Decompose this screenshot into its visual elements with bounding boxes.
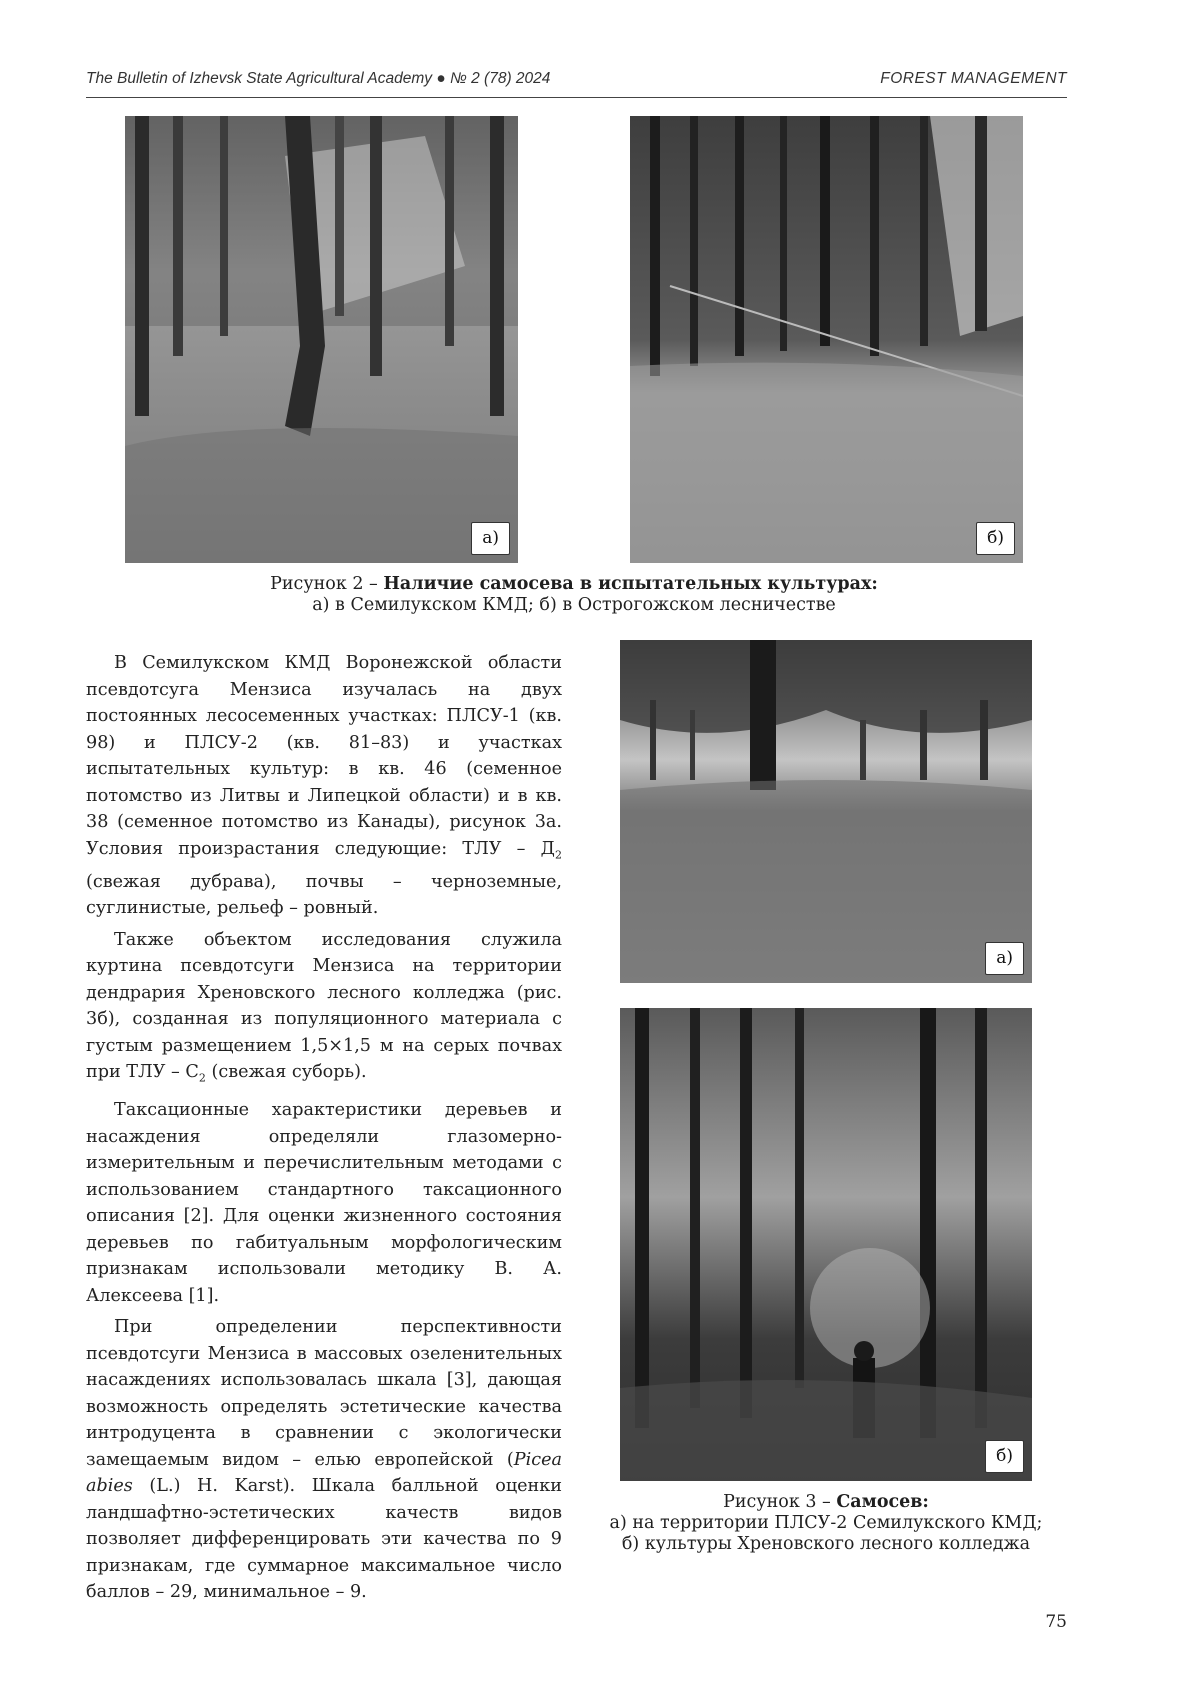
page-number: 75	[1045, 1612, 1067, 1632]
section-title: FOREST MANAGEMENT	[880, 70, 1067, 87]
figure2-label-a: а)	[471, 522, 510, 555]
paragraph-3: Таксационные характеристики деревьев и насаждения определяли глазомерно-измерительным и перечислительным методами с использованием стандартного таксационного описания [2]. Для оценки жизненного состояния деревьев по габитуальным морфологическим признакам использовали методику В. А. Алексеева [1].	[86, 1100, 562, 1306]
body-text	[86, 650, 562, 1606]
figure2-label-b: б)	[976, 522, 1015, 555]
figure3-label-a: а)	[985, 942, 1024, 975]
figure2-photo-a	[125, 116, 518, 563]
figure3-caption	[590, 1492, 1062, 1555]
paragraph-4: При определении перспективности псевдотсуги Мензиса в массовых озеленительных насаждениях использовалась шкала [3], дающая возможность определять эстетические качества интродуцента в сравнении с экологически замещаемым видом – елью европейской (Picea abies (L.) H. Karst). Шкала балльной оценки ландшафтно-эстетических качеств видов позволяет дифференцировать эти качества по 9 признакам, где суммарное максимальное число баллов – 29, минимальное – 9.	[86, 1317, 562, 1603]
paragraph-1: В Семилукском КМД Воронежской области псевдотсуга Мензиса изучалась на двух постоянных лесосеменных участках: ПЛСУ-1 (кв. 98) и ПЛСУ-2 (кв. 81–83) и участках испытательных культур: в кв. 46 (семенное потомство из Литвы и Липецкой области) и в кв. 38 (семенное потомство из Канады), рисунок 3а. Условия произрастания следующие: ТЛУ – $Д_2$ (свежая дубрава), почвы – черноземные, суглинистые, рельеф – ровный.	[86, 653, 562, 919]
figure2-caption	[125, 574, 1023, 616]
figure3-caption-item-b: б) культуры Хреновского лесного колледжа	[621, 1534, 1031, 1554]
figure3-caption-item-a: а) на территории ПЛСУ-2 Семилукского КМД;	[609, 1513, 1043, 1533]
figure2-caption-title: Рисунок 2 – Наличие самосева в испытательных культурах:	[270, 574, 878, 594]
figure3-photo-a	[620, 640, 1032, 983]
journal-title: The Bulletin of Izhevsk State Agricultural Academy ● № 2 (78) 2024	[86, 70, 551, 87]
header-divider	[86, 97, 1067, 98]
figure3-caption-title: Рисунок 3 – Самосев:	[723, 1492, 929, 1512]
paragraph-2: Также объектом исследования служила куртина псевдотсуги Мензиса на территории дендрария Хреновского лесного колледжа (рис. 3б), созданная из популяционного материала с густым размещением 1,5×1,5 м на серых почвах при ТЛУ – $С_2$ (свежая суборь).	[86, 929, 562, 1085]
figure2-caption-subitems: а) в Семилукском КМД; б) в Острогожском лесничестве	[312, 595, 836, 615]
figure2-photo-b	[630, 116, 1023, 563]
figure3-photo-b	[620, 1008, 1032, 1481]
figure3-label-b: б)	[985, 1440, 1024, 1473]
